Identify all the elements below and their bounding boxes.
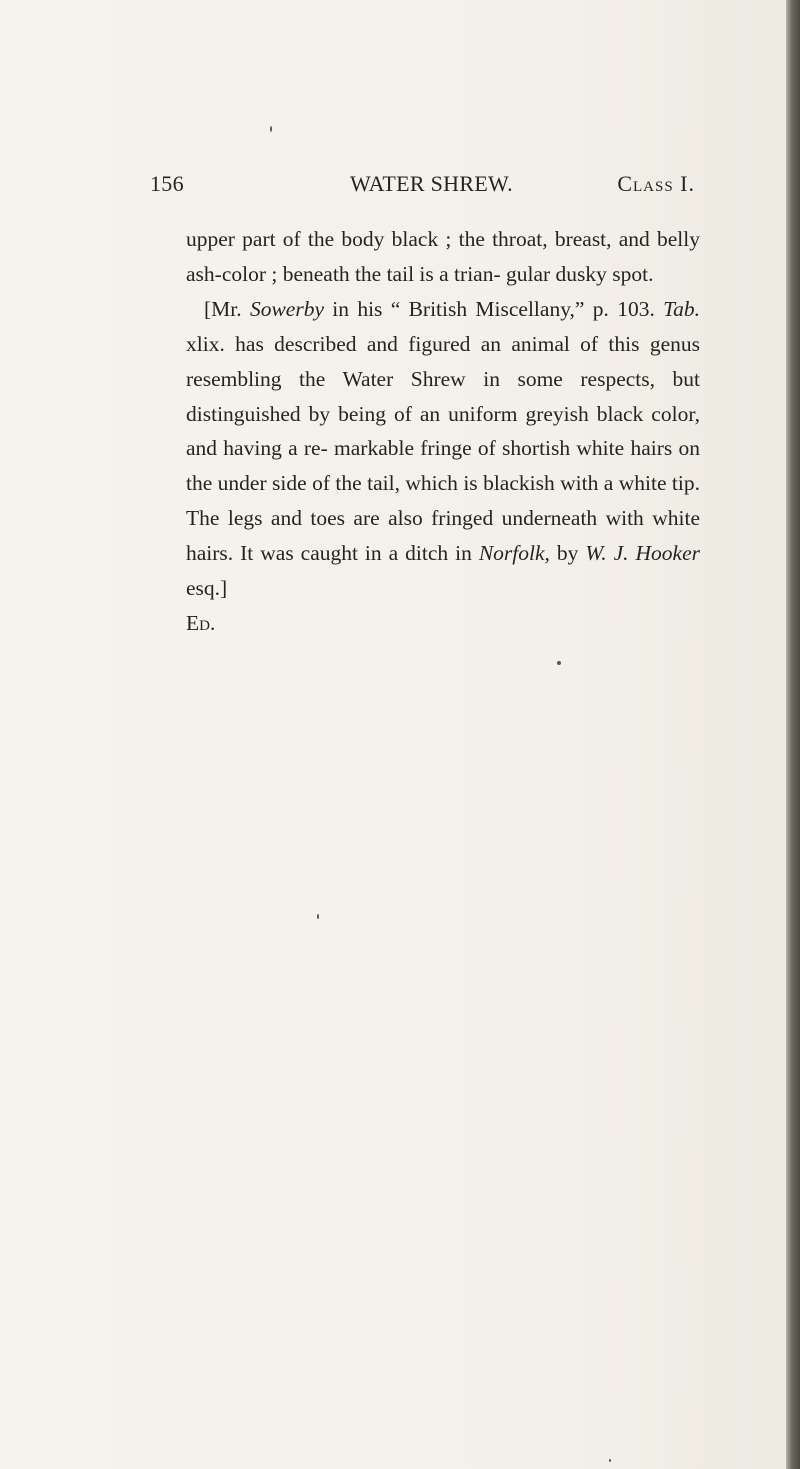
place-name: Norfolk, — [478, 541, 550, 566]
paper-speck — [557, 661, 561, 665]
tab-reference: Tab. — [663, 296, 700, 321]
page-edge-shadow — [786, 0, 800, 1469]
author-name: Sowerby — [249, 296, 324, 321]
note-close: esq.] — [186, 576, 228, 601]
paragraph-description: upper part of the body black ; the throat, breast, and belly ash-color ; beneath the tail is a trian- gular dusky spot. — [186, 227, 700, 286]
running-title: WATER SHREW. — [350, 171, 513, 196]
note-text-1: in his “ British Miscellany,” p. 103. — [323, 296, 664, 321]
note-text-2: xlix. has described and figured an animal of this genus resembling the Water Shrew in some respects, but distinguished by being of an uniform greyish black color, and having a re- markable fringe of shortish white hairs on the under side of the tail, which is blackish with a white tip. The legs and toes are also fringed underneath with white hairs. It was caught in a ditch in — [186, 331, 700, 566]
page-number: 156 — [150, 171, 184, 196]
editor-signature-text: Ed. — [186, 610, 216, 635]
running-header — [150, 171, 695, 205]
note-text-3: by — [549, 541, 586, 566]
editor-signature — [186, 606, 700, 641]
paragraph-editor-note — [186, 292, 700, 606]
paper-speck — [317, 914, 319, 919]
note-open: [Mr. — [204, 296, 250, 321]
paper-speck — [609, 1459, 611, 1462]
class-label: Class I. — [617, 171, 695, 196]
person-name: W. J. Hooker — [585, 541, 700, 566]
body-text — [186, 222, 700, 641]
paper-speck — [270, 126, 272, 132]
